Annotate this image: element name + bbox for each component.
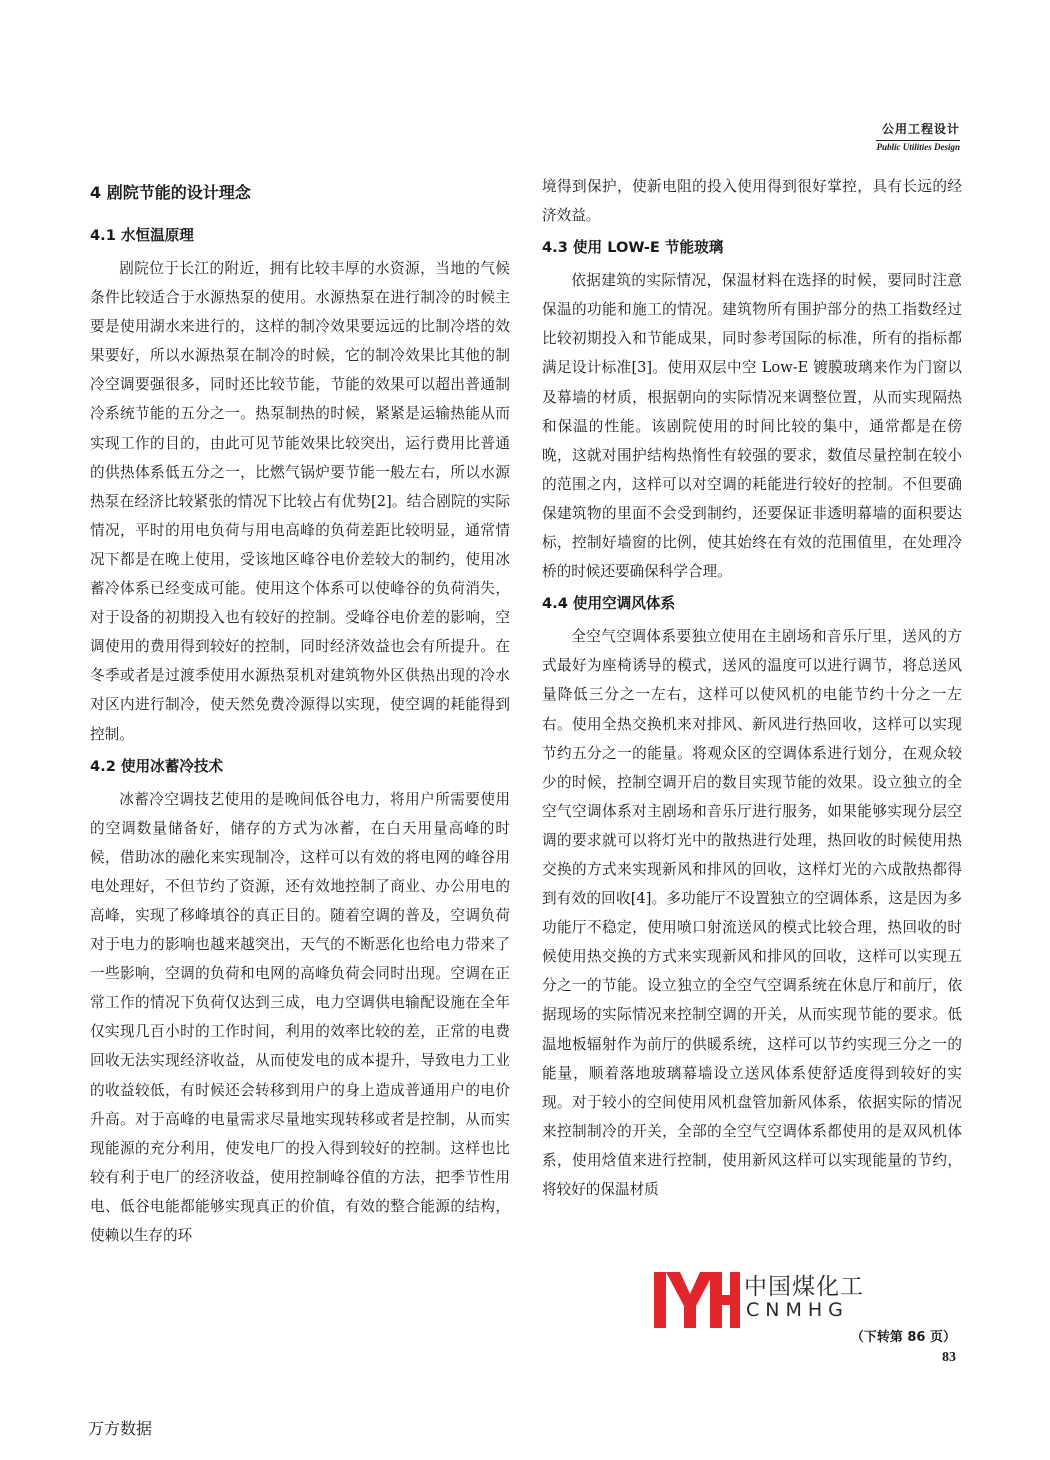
right-column bbox=[542, 172, 962, 1204]
watermark-text: 中国煤化工 bbox=[744, 1274, 864, 1300]
subsection-4-4-paragraph: 全空气空调体系要独立使用在主剧场和音乐厅里，送风的方式最好为座椅诱导的模式，送风的温度可以进行调节，将总送风量降低三分之一左右，这样可以使风机的电能节约十分之一左右。使用全热交换机来对排风、新风进行热回收，这样可以实现节约五分之一的能量。将观众区的空调体系进行划分，在观众较少的时候，控制空调开启的数目实现节能的效果。设立独立的全空气空调体系对主剧场和音乐厅进行服务，如果能够实现分层空调的要求就可以将灯光中的散热进行处理，热回收的时候使用热交换的方式来实现新风和排风的回收，这样灯光的六成散热都得到有效的回收[4]。多功能厅不设置独立的空调体系，这是因为多功能厅不稳定，使用喷口射流送风的模式比较合理，热回收的时候使用热交换的方式来实现新风和排风的回收，这样可以实现五分之一的节能。设立独立的全空气空调系统在休息厅和前厅，依据现场的实际情况来控制空调的开关，从而实现节能的要求。低温地板辐射作为前厅的供暖系统，这样可以节约实现三分之一的能量，顺着落地玻璃幕墙设立送风体系使舒适度得到较好的实现。对于较小的空间使用风机盘管加新风体系，依据实际的情况来控制制冷的开关，全部的全空气空调体系都使用的是双风机体系，使用焓值来进行控制，使用新风这样可以实现能量的节约，将较好的保温材质 bbox=[542, 628, 962, 1198]
journal-title-en: Public Utilities Design bbox=[876, 142, 960, 152]
subsection-4-2-paragraph: 冰蓄冷空调技艺使用的是晚间低谷电力，将用户所需要使用的空调数量储备好，储存的方式为冰蓄，在白天用量高峰的时候，借助冰的融化来实现制冷，这样可以有效的将电网的峰谷用电处理好，不但节约了资源，还有效地控制了商业、办公用电的高峰，实现了移峰填谷的真正目的。随着空调的普及，空调负荷对于电力的影响也越来越突出，天气的不断恶化也给电力带来了一些影响，空调的负荷和电网的高峰负荷会同时出现。空调在正常工作的情况下负荷仅达到三成，电力空调供电输配设施在全年仅实现几百小时的工作时间，利用的效率比较的差，正常的电费回收无法实现经济收益，从而使发电的成本提升，导致电力工业的收益较低，有时候还会转移到用户的身上造成普通用户的电价升高。对于高峰的电量需求尽量地实现转移或者是控制，从而实现能源的充分利用，使发电厂的投入得到较好的控制。这样也比较有利于电厂的经济收益，使用控制峰谷值的方法，把季节性用电、低谷电能都能够实现真正的价值，有效的整合能源的结构，使赖以生存的环 bbox=[90, 790, 510, 1244]
journal-title-cn: 公用工程设计 bbox=[881, 122, 960, 136]
subsection-4-2-paragraph-continued: 境得到保护，使新电阻的投入使用得到很好掌控，具有长远的经济效益。 bbox=[542, 178, 962, 225]
cnmhg-watermark bbox=[652, 1266, 862, 1332]
page-number: 83 bbox=[942, 1350, 956, 1365]
subsection-4-2-title: 4.2 使用冰蓄冷技术 bbox=[90, 757, 224, 775]
subsection-4-3-title: 4.3 使用 LOW-E 节能玻璃 bbox=[542, 239, 724, 257]
subsection-4-3-paragraph: 依据建筑的实际情况，保温材料在选择的时候，要同时注意保温的功能和施工的情况。建筑物所有围护部分的热工指数经过比较初期投入和节能成果，同时参考国际的标准，所有的指标都满足设计标准[3]。使用双层中空 Low-E 镀膜玻璃来作为门窗以及幕墙的材质，根据朝向的实际情况来调整位置，从而实现隔热和保温的性能。该剧院使用的时间比较的集中，通常都是在傍晚，这就对围护结构热惰性有较强的要求，数值尽量控制在较小的范围之内，这样可以对空调的耗能进行较好的控制。不但要确保建筑物的里面不会受到制约，还要保证非透明幕墙的面积要达标，控制好墙窗的比例，使其始终在有效的范围值里，在处理冷桥的时候还要确保科学合理。 bbox=[542, 272, 962, 581]
footer-source: 万方数据 bbox=[88, 1419, 153, 1438]
subsection-4-1-title: 4.1 水恒温原理 bbox=[90, 227, 194, 244]
watermark-subtext: CNMHG bbox=[746, 1299, 849, 1321]
journal-header bbox=[876, 120, 960, 152]
continued-note: （下转第 86 页） bbox=[850, 1330, 956, 1345]
subsection-4-1-paragraph: 剧院位于长江的附近，拥有比较丰厚的水资源，当地的气候条件比较适合于水源热泵的使用。水源热泵在进行制冷的时候主要是使用湖水来进行的，这样的制冷效果要远远的比制冷塔的效果要好，所以水源热泵在制冷的时候，它的制冷效果比其他的制冷空调要强很多，同时还比较节能，节能的效果可以超出普通制冷系统节能的五分之一。热泵制热的时候，紧紧是运输热能从而实现工作的目的，由此可见节能效果比较突出，运行费用比普通的供热体系低五分之一，比燃气锅炉要节能一般左右，所以水源热泵在经济比较紧张的情况下比较占有优势[2]。结合剧院的实际情况，平时的用电负荷与用电高峰的负荷差距比较明显，通常情况下都是在晚上使用，受该地区峰谷电价差较大的制约，使用冰蓄冷体系已经变成可能。使用这个体系可以使峰谷的负荷消失，对于设备的初期投入也有较好的控制。受峰谷电价差的影响，空调使用的费用得到较好的控制，同时经济效益也会有所提升。在冬季或者是过渡季使用水源热泵机对建筑物外区供热出现的冷水对区内进行制冷，使天然免费冷源得以实现，使空调的耗能得到控制。 bbox=[90, 260, 510, 743]
left-column bbox=[90, 172, 510, 1250]
section-title: 4 剧院节能的设计理念 bbox=[90, 183, 251, 202]
cnmhg-logo-icon bbox=[652, 1266, 742, 1332]
subsection-4-4-title: 4.4 使用空调风体系 bbox=[542, 595, 676, 613]
